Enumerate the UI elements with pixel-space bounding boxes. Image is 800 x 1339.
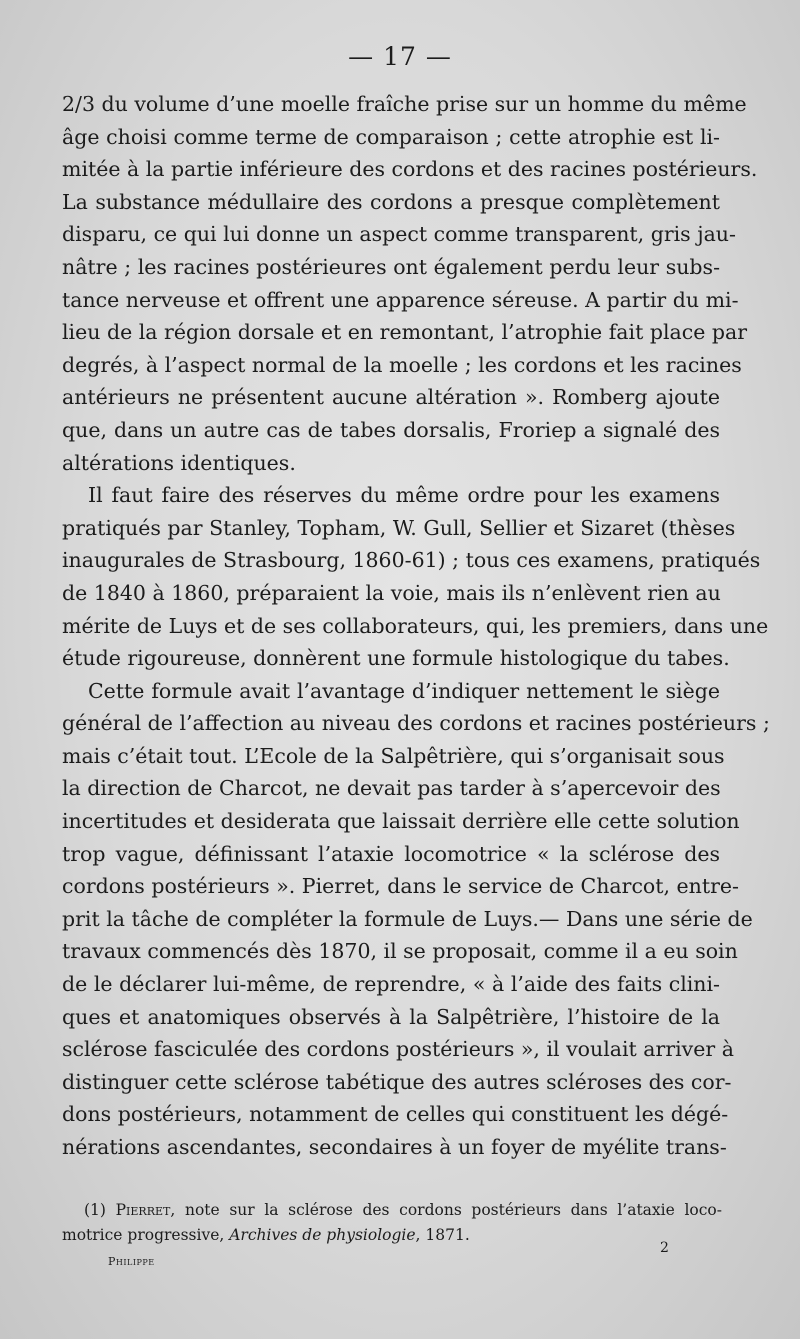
text-line: mitée à la partie inférieure des cordons et des racines postérieurs.: [62, 157, 758, 182]
footnote-line: [62, 1223, 722, 1248]
text-line: de le déclarer lui-même, de reprendre, « à l’aide des faits clini-: [62, 972, 720, 997]
footnote-marker: (1): [84, 1201, 106, 1219]
text-line: travaux commencés dès 1870, il se proposait, comme il a eu soin: [62, 939, 738, 964]
text-line: incertitudes et desiderata que laissait derrière elle cette solution: [62, 809, 740, 834]
text-line: inaugurales de Strasbourg, 1860-61) ; tous ces examens, pratiqués: [62, 548, 761, 573]
text-line: Cette formule avait l’avantage d’indiquer nettement le siège: [88, 678, 720, 703]
footnote-line: [62, 1198, 722, 1223]
text-line: nâtre ; les racines postérieures ont également perdu leur subs-: [62, 254, 720, 279]
text-line: général de l’affection au niveau des cordons et racines postérieurs ;: [62, 711, 770, 736]
text-line: distinguer cette sclérose tabétique des autres scléroses des cor-: [62, 1069, 732, 1094]
printer-signature: Philippe: [108, 1255, 155, 1268]
text-line: 2/3 du volume d’une moelle fraîche prise sur un homme du même: [62, 92, 747, 116]
text-line: de 1840 à 1860, préparaient la voie, mais ils n’enlèvent rien au: [62, 580, 721, 605]
text-line: pratiqués par Stanley, Topham, W. Gull, Sellier et Sizaret (thèses: [62, 515, 736, 540]
sheet-number: 2: [660, 1240, 669, 1256]
footnote-text: motrice progressive,: [62, 1226, 230, 1244]
text-line: lieu de la région dorsale et en remontant, l’atrophie fait place par: [62, 320, 747, 345]
text-line: tance nerveuse et offrent une apparence séreuse. A partir du mi-: [62, 287, 739, 312]
text-line: que, dans un autre cas de tabes dorsalis, Froriep a signalé des: [62, 417, 720, 442]
body-text: [62, 88, 770, 1164]
text-line: la direction de Charcot, ne devait pas tarder à s’apercevoir des: [62, 776, 721, 801]
footnote: [62, 1198, 722, 1248]
text-line: La substance médullaire des cordons a presque complètement: [62, 189, 720, 214]
text-line: cordons postérieurs ». Pierret, dans le service de Charcot, entre-: [62, 874, 739, 899]
text-line: sclérose fasciculée des cordons postérieurs », il voulait arriver à: [62, 1037, 734, 1062]
text-line: âge choisi comme terme de comparaison ; cette atrophie est li-: [62, 124, 720, 149]
text-line: Il faut faire des réserves du même ordre pour les examens: [88, 483, 720, 508]
text-line: degrés, à l’aspect normal de la moelle ; les cordons et les racines: [62, 352, 742, 377]
footnote-author: Pierret: [115, 1201, 171, 1219]
text-line: disparu, ce qui lui donne un aspect comme transparent, gris jau-: [62, 222, 736, 247]
text-line: antérieurs ne présentent aucune altération ». Romberg ajoute: [62, 385, 720, 410]
footnote-text: , note sur la sclérose des cordons postérieurs dans l’ataxie loco-: [170, 1201, 722, 1219]
text-line: mais c’était tout. L’Ecole de la Salpêtrière, qui s’organisait sous: [62, 743, 725, 768]
page-number: — 17 —: [348, 42, 452, 71]
text-line: ques et anatomiques observés à la Salpêtrière, l’histoire de la: [62, 1004, 720, 1029]
text-line: altérations identiques.: [62, 450, 296, 475]
text-line: nérations ascendantes, secondaires à un foyer de myélite trans-: [62, 1135, 727, 1159]
text-line: étude rigoureuse, donnèrent une formule histologique du tabes.: [62, 646, 730, 671]
text-line: dons postérieurs, notamment de celles qui constituent les dégé-: [62, 1102, 729, 1127]
text-line: prit la tâche de compléter la formule de Luys.— Dans une série de: [62, 906, 753, 931]
footnote-journal: Archives de physiologie: [229, 1226, 416, 1244]
text-line: trop vague, définissant l’ataxie locomotrice « la sclérose des: [62, 841, 720, 866]
footnote-text: , 1871.: [415, 1226, 470, 1244]
text-line: mérite de Luys et de ses collaborateurs, qui, les premiers, dans une: [62, 613, 769, 638]
